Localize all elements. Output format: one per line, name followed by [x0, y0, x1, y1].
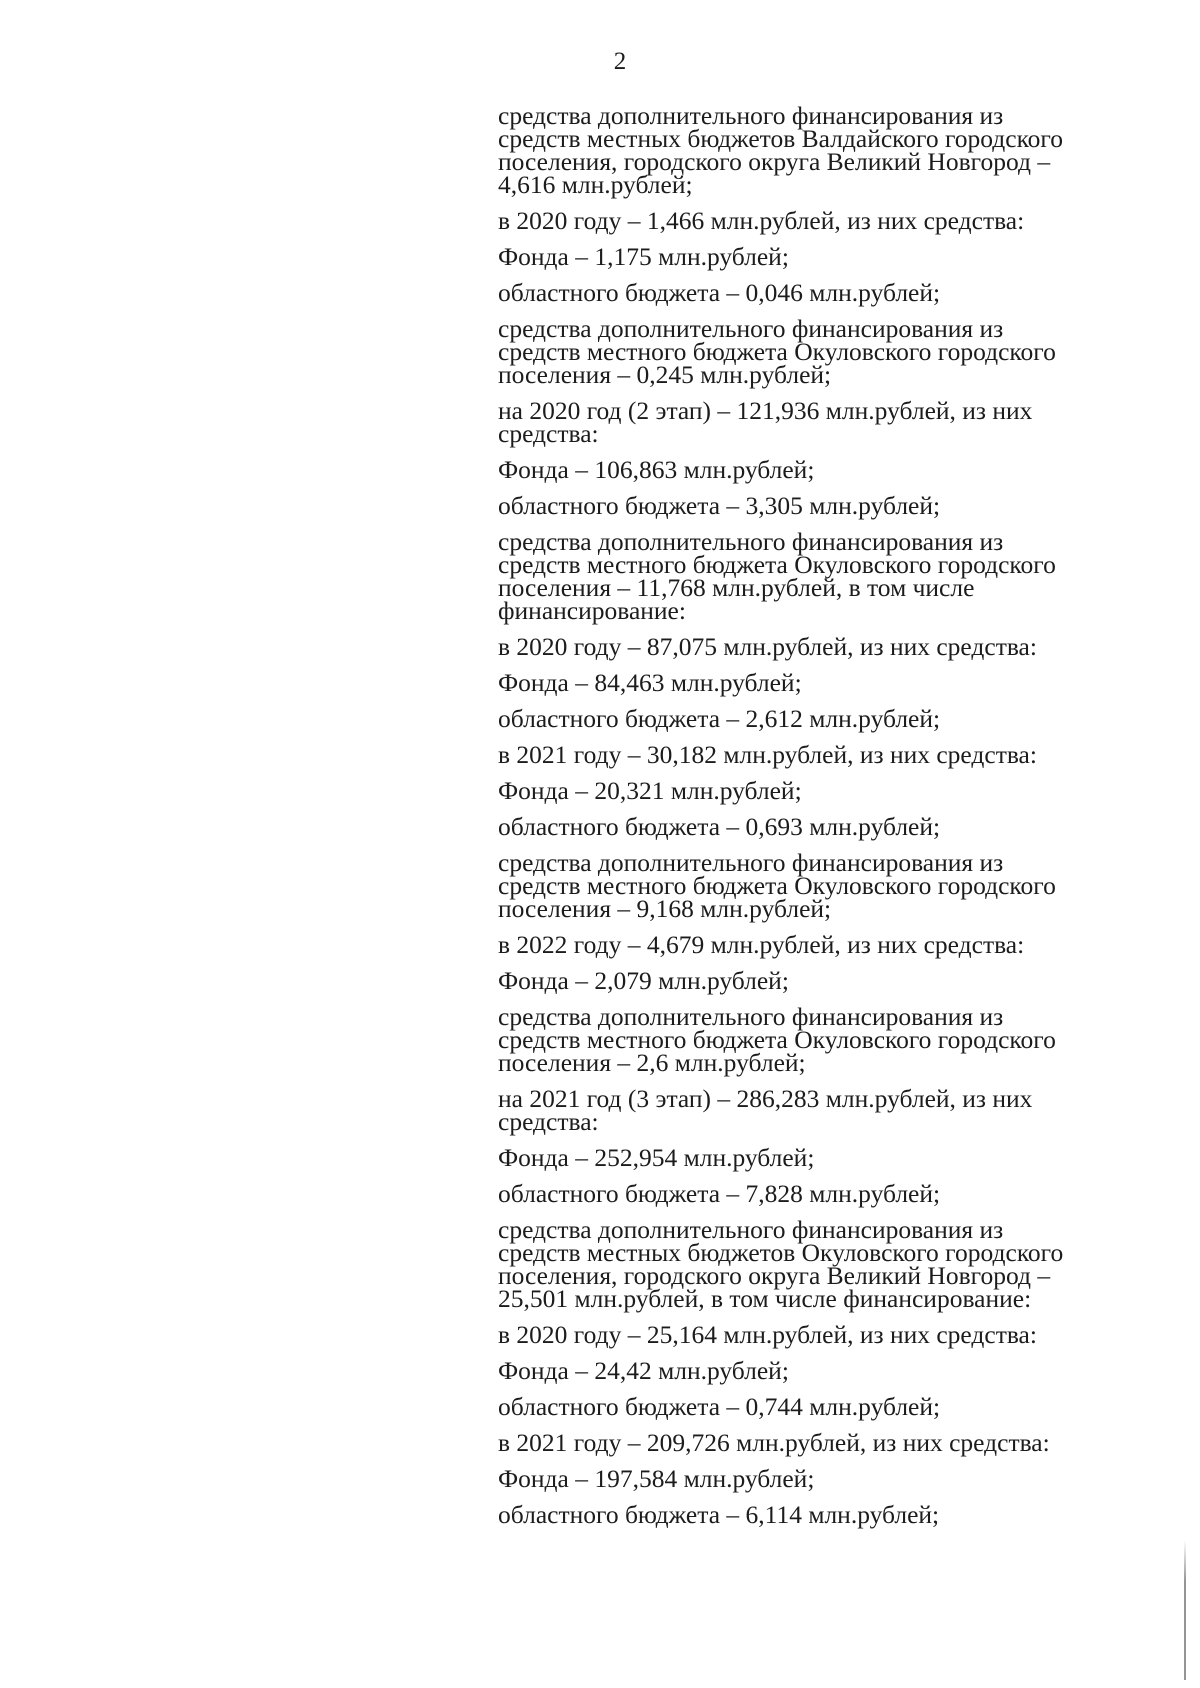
paragraph-line: областного бюджета – 3,305 млн.рублей;: [498, 491, 941, 520]
paragraph: [498, 812, 1118, 841]
paragraph-line: на 2021 год (3 этап) – 286,283 млн.рублей, из них: [498, 1084, 1033, 1113]
paragraph-line: средства дополнительного финансирования из: [498, 1215, 1004, 1244]
paragraph-line: на 2020 год (2 этап) – 121,936 млн.рублей, из них: [498, 396, 1033, 425]
paragraph-line: областного бюджета – 0,046 млн.рублей;: [498, 278, 941, 307]
paragraph-line: областного бюджета – 7,828 млн.рублей;: [498, 1179, 941, 1208]
paragraph-line: средств местного бюджета Окуловского городского: [498, 871, 1056, 900]
paragraph: [498, 278, 1118, 307]
paragraph: [498, 1356, 1118, 1385]
paragraph: [498, 776, 1118, 805]
paragraph-line: Фонда – 84,463 млн.рублей;: [498, 668, 802, 697]
scan-edge-mark: [1184, 1540, 1186, 1680]
paragraph-line: Фонда – 24,42 млн.рублей;: [498, 1356, 789, 1385]
paragraph: [498, 396, 1118, 448]
paragraph-line: финансирование:: [498, 596, 686, 625]
paragraph: [498, 1002, 1118, 1077]
paragraph: [498, 1500, 1118, 1529]
paragraph: [498, 314, 1118, 389]
paragraph: [498, 1428, 1118, 1457]
paragraph-line: в 2021 году – 209,726 млн.рублей, из них средства:: [498, 1428, 1050, 1457]
paragraph-line: в 2020 году – 25,164 млн.рублей, из них средства:: [498, 1320, 1037, 1349]
paragraph: [498, 1084, 1118, 1136]
paragraph: [498, 491, 1118, 520]
paragraph-line: Фонда – 106,863 млн.рублей;: [498, 455, 815, 484]
paragraph-line: средств местного бюджета Окуловского городского: [498, 337, 1056, 366]
paragraph: [498, 848, 1118, 923]
paragraph-line: 25,501 млн.рублей, в том числе финансирование:: [498, 1284, 1032, 1313]
paragraph-line: областного бюджета – 0,693 млн.рублей;: [498, 812, 941, 841]
paragraph: [498, 455, 1118, 484]
paragraph-line: 4,616 млн.рублей;: [498, 170, 693, 199]
paragraph-line: средства дополнительного финансирования из: [498, 1002, 1004, 1031]
paragraph-line: средства:: [498, 1107, 599, 1136]
paragraph-line: в 2021 году – 30,182 млн.рублей, из них средства:: [498, 740, 1037, 769]
paragraph: [498, 242, 1118, 271]
paragraph-line: Фонда – 1,175 млн.рублей;: [498, 242, 789, 271]
paragraph-line: средства:: [498, 419, 599, 448]
paragraph: [498, 1464, 1118, 1493]
paragraph: [498, 101, 1118, 199]
paragraph-line: поселения, городского округа Великий Новгород –: [498, 147, 1051, 176]
paragraph: [498, 740, 1118, 769]
paragraph: [498, 930, 1118, 959]
paragraph-line: средства дополнительного финансирования из: [498, 527, 1004, 556]
paragraph: [498, 527, 1118, 625]
paragraph-line: областного бюджета – 2,612 млн.рублей;: [498, 704, 941, 733]
paragraph-line: средства дополнительного финансирования из: [498, 848, 1004, 877]
paragraph-line: областного бюджета – 0,744 млн.рублей;: [498, 1392, 941, 1421]
paragraph: [498, 1215, 1118, 1313]
paragraph-line: поселения – 9,168 млн.рублей;: [498, 894, 832, 923]
paragraph: [498, 206, 1118, 235]
paragraph-line: Фонда – 252,954 млн.рублей;: [498, 1143, 815, 1172]
paragraph-line: Фонда – 2,079 млн.рублей;: [498, 966, 789, 995]
paragraph: [498, 1320, 1118, 1349]
paragraph: [498, 1179, 1118, 1208]
paragraph: [498, 1143, 1118, 1172]
paragraph-line: средств местного бюджета Окуловского городского: [498, 1025, 1056, 1054]
paragraph-line: средств местного бюджета Окуловского городского: [498, 550, 1056, 579]
paragraph: [498, 704, 1118, 733]
paragraph-line: средства дополнительного финансирования из: [498, 101, 1004, 130]
paragraph-line: в 2020 году – 1,466 млн.рублей, из них средства:: [498, 206, 1025, 235]
paragraph-line: поселения – 0,245 млн.рублей;: [498, 360, 832, 389]
document-body: [498, 101, 1118, 1539]
paragraph-line: средства дополнительного финансирования из: [498, 314, 1004, 343]
paragraph-line: в 2020 году – 87,075 млн.рублей, из них средства:: [498, 632, 1037, 661]
paragraph: [498, 668, 1118, 697]
paragraph-line: Фонда – 197,584 млн.рублей;: [498, 1464, 815, 1493]
paragraph-line: средств местных бюджетов Окуловского городского: [498, 1238, 1064, 1267]
page-number: 2: [613, 48, 627, 75]
paragraph-line: поселения – 2,6 млн.рублей;: [498, 1048, 806, 1077]
paragraph-line: областного бюджета – 6,114 млн.рублей;: [498, 1500, 940, 1529]
paragraph-line: поселения – 11,768 млн.рублей, в том числе: [498, 573, 975, 602]
paragraph-line: Фонда – 20,321 млн.рублей;: [498, 776, 802, 805]
paragraph-line: в 2022 году – 4,679 млн.рублей, из них средства:: [498, 930, 1025, 959]
paragraph: [498, 966, 1118, 995]
paragraph-line: средств местных бюджетов Валдайского городского: [498, 124, 1064, 153]
paragraph-line: поселения, городского округа Великий Новгород –: [498, 1261, 1051, 1290]
paragraph: [498, 632, 1118, 661]
paragraph: [498, 1392, 1118, 1421]
